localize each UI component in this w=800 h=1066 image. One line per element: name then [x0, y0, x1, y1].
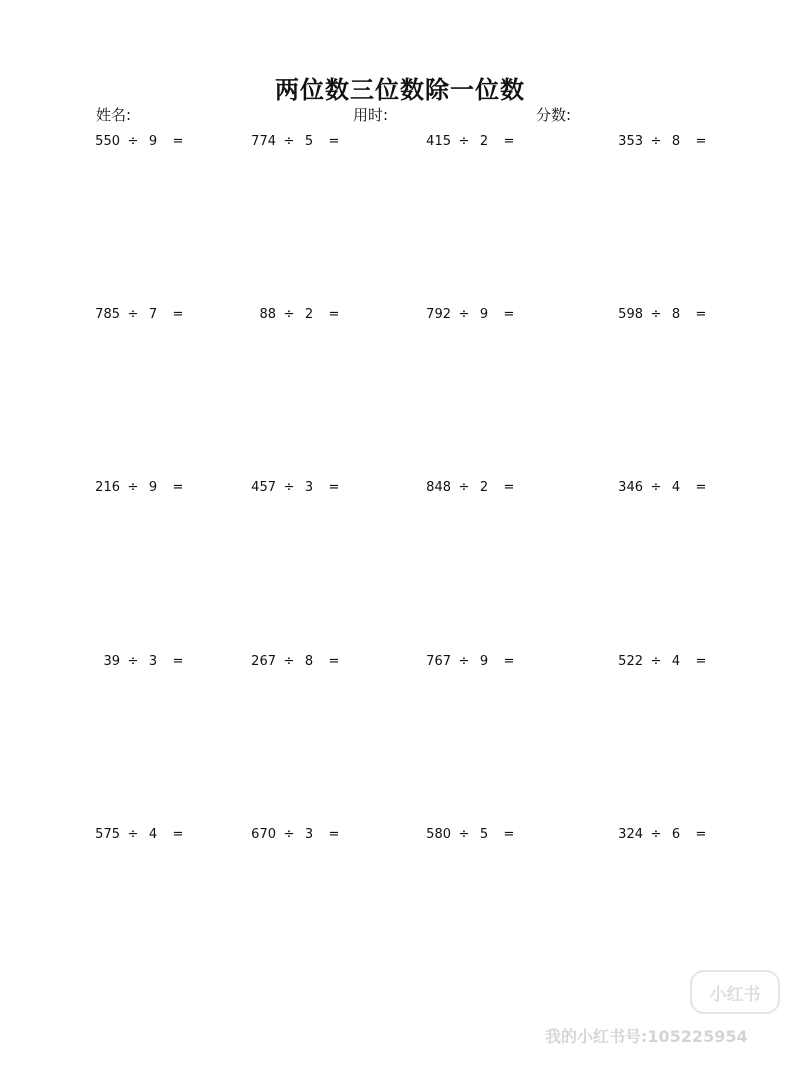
division-problem [421, 132, 521, 152]
equals-sign: = [503, 654, 515, 669]
division-problem [613, 305, 713, 325]
divisor: 8 [304, 654, 314, 669]
equals-sign: = [328, 827, 340, 842]
equals-sign: = [503, 307, 515, 322]
division-problem [90, 652, 190, 672]
division-sign: ÷ [458, 827, 470, 842]
divisor: 3 [148, 654, 158, 669]
division-problem [90, 132, 190, 152]
dividend: 457 [251, 480, 276, 495]
divisor: 2 [304, 307, 314, 322]
equals-sign: = [503, 480, 515, 495]
division-sign: ÷ [458, 480, 470, 495]
division-problem [613, 132, 713, 152]
divisor: 6 [671, 827, 681, 842]
division-problem [421, 825, 521, 845]
equals-sign: = [172, 134, 184, 149]
division-sign: ÷ [283, 134, 295, 149]
divisor: 4 [671, 654, 681, 669]
division-sign: ÷ [650, 480, 662, 495]
divisor: 4 [148, 827, 158, 842]
division-sign: ÷ [127, 307, 139, 322]
divisor: 9 [148, 480, 158, 495]
dividend: 324 [618, 827, 643, 842]
division-sign: ÷ [283, 827, 295, 842]
equals-sign: = [172, 827, 184, 842]
division-sign: ÷ [127, 134, 139, 149]
dividend: 785 [95, 307, 120, 322]
division-problem [246, 825, 346, 845]
dividend: 522 [618, 654, 643, 669]
dividend: 415 [426, 134, 451, 149]
dividend: 267 [251, 654, 276, 669]
dividend: 848 [426, 480, 451, 495]
division-sign: ÷ [127, 654, 139, 669]
time-label: 用时: [353, 106, 389, 124]
equals-sign: = [172, 654, 184, 669]
equals-sign: = [328, 480, 340, 495]
score-label: 分数: [536, 106, 572, 124]
division-sign: ÷ [127, 827, 139, 842]
division-problem [90, 478, 190, 498]
equals-sign: = [695, 654, 707, 669]
dividend: 670 [251, 827, 276, 842]
divisor: 9 [479, 307, 489, 322]
division-problem [421, 305, 521, 325]
dividend: 346 [618, 480, 643, 495]
division-sign: ÷ [458, 134, 470, 149]
equals-sign: = [695, 827, 707, 842]
dividend: 88 [259, 307, 276, 322]
division-sign: ÷ [650, 307, 662, 322]
divisor: 3 [304, 827, 314, 842]
division-sign: ÷ [283, 480, 295, 495]
division-sign: ÷ [650, 827, 662, 842]
equals-sign: = [695, 307, 707, 322]
division-sign: ÷ [458, 307, 470, 322]
divisor: 7 [148, 307, 158, 322]
equals-sign: = [328, 654, 340, 669]
name-label: 姓名: [96, 106, 132, 124]
equals-sign: = [503, 134, 515, 149]
divisor: 9 [148, 134, 158, 149]
dividend: 39 [103, 654, 120, 669]
dividend: 767 [426, 654, 451, 669]
divisor: 5 [304, 134, 314, 149]
division-problem [246, 305, 346, 325]
division-problem [246, 652, 346, 672]
equals-sign: = [695, 480, 707, 495]
dividend: 353 [618, 134, 643, 149]
division-problem [613, 478, 713, 498]
equals-sign: = [328, 134, 340, 149]
division-problem [246, 132, 346, 152]
division-problem [90, 825, 190, 845]
division-sign: ÷ [458, 654, 470, 669]
equals-sign: = [503, 827, 515, 842]
division-problem [421, 478, 521, 498]
division-sign: ÷ [283, 307, 295, 322]
division-problem [613, 825, 713, 845]
division-sign: ÷ [650, 654, 662, 669]
division-problem [246, 478, 346, 498]
dividend: 598 [618, 307, 643, 322]
xiaohongshu-logo: 小红书 [690, 970, 780, 1014]
dividend: 792 [426, 307, 451, 322]
equals-sign: = [172, 480, 184, 495]
division-problem [613, 652, 713, 672]
division-problem [421, 652, 521, 672]
divisor: 8 [671, 307, 681, 322]
dividend: 774 [251, 134, 276, 149]
equals-sign: = [328, 307, 340, 322]
division-sign: ÷ [650, 134, 662, 149]
divisor: 2 [479, 134, 489, 149]
divisor: 4 [671, 480, 681, 495]
division-sign: ÷ [127, 480, 139, 495]
worksheet-title: 两位数三位数除一位数 [275, 76, 525, 104]
divisor: 8 [671, 134, 681, 149]
dividend: 580 [426, 827, 451, 842]
dividend: 550 [95, 134, 120, 149]
equals-sign: = [695, 134, 707, 149]
dividend: 216 [95, 480, 120, 495]
division-problem [90, 305, 190, 325]
divisor: 3 [304, 480, 314, 495]
divisor: 9 [479, 654, 489, 669]
divisor: 5 [479, 827, 489, 842]
dividend: 575 [95, 827, 120, 842]
division-sign: ÷ [283, 654, 295, 669]
equals-sign: = [172, 307, 184, 322]
watermark-id: 我的小红书号:105225954 [545, 1027, 748, 1046]
divisor: 2 [479, 480, 489, 495]
